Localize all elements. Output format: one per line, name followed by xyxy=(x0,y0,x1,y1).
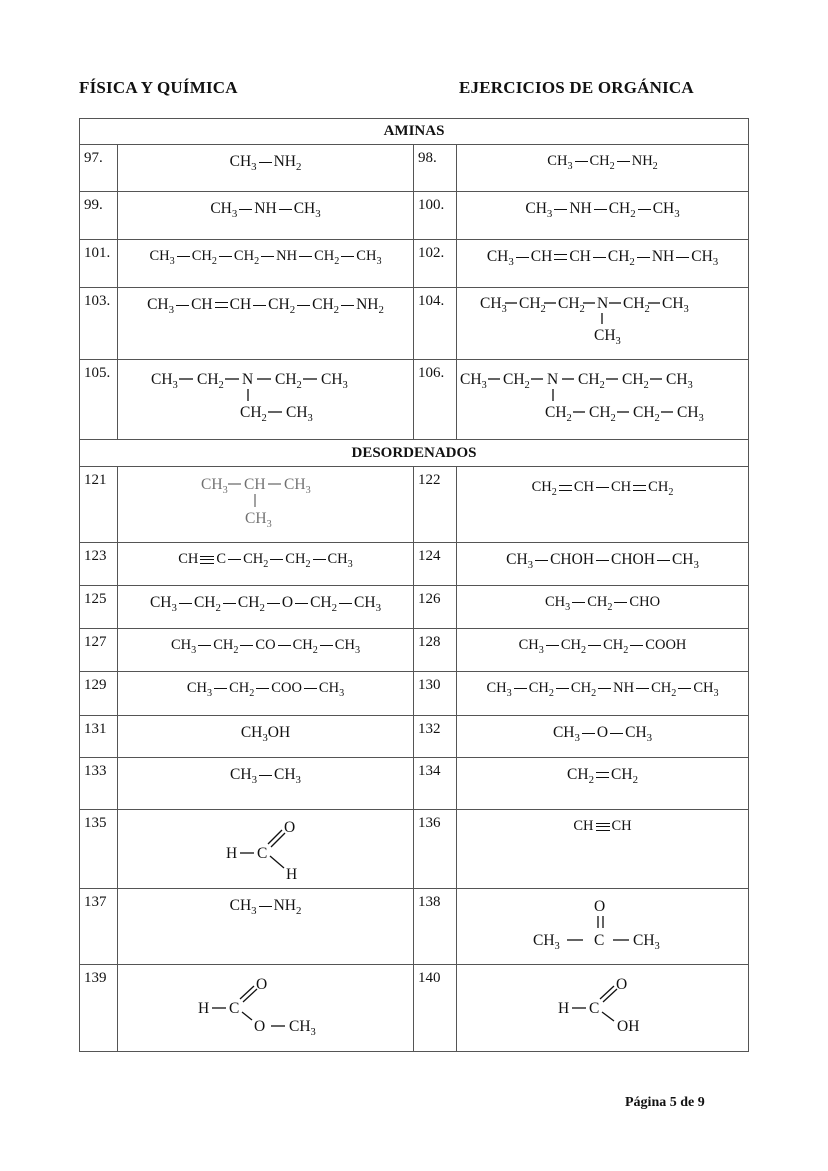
section-desordenados: DESORDENADOS xyxy=(80,440,749,467)
svg-text:H: H xyxy=(285,866,297,883)
table-row xyxy=(80,586,749,629)
svg-text:CH3: $CH_3$ xyxy=(244,510,272,530)
exercise-number: 134 xyxy=(414,758,457,810)
formula-103: $CH_3$ CH CH $CH_2$ $CH_2$ $NH_2$ xyxy=(118,288,414,360)
formula-121 xyxy=(118,467,414,543)
exercise-number: 124 xyxy=(414,543,457,586)
svg-text:N: N xyxy=(597,295,609,312)
table-row xyxy=(80,889,749,965)
svg-text:CH3: $CH_3$ xyxy=(285,404,313,424)
svg-text:CH3: $CH_3$ xyxy=(289,1018,316,1038)
header-subject: FÍSICA Y QUÍMICA xyxy=(79,78,238,97)
exercise-number: 103. xyxy=(80,288,118,360)
formula-125: $CH_3$ $CH_2$ $CH_2$ O $CH_2$ $CH_3$ xyxy=(118,586,414,629)
svg-text:CH2: $CH_2$ xyxy=(578,371,605,391)
exercise-number: 132 xyxy=(414,716,457,758)
exercise-number: 101. xyxy=(80,240,118,288)
exercise-number: 131 xyxy=(80,716,118,758)
svg-text:CH3: $CH_3$ xyxy=(677,404,704,424)
svg-text:CH2: $CH_2$ xyxy=(558,295,585,315)
table-row xyxy=(80,716,749,758)
header-topic: EJERCICIOS DE ORGÁNICA xyxy=(459,78,694,97)
table-row xyxy=(80,192,749,240)
exercise-number: 99. xyxy=(80,192,118,240)
formula-122: $CH_2$ CH CH $CH_2$ xyxy=(457,467,749,543)
svg-text:CH2: $CH_2$ xyxy=(239,404,267,424)
exercise-number: 137 xyxy=(80,889,118,965)
svg-text:O: O xyxy=(283,819,295,836)
formula-133: $CH_3$ $CH_3$ xyxy=(118,758,414,810)
svg-text:O: O xyxy=(615,976,627,993)
svg-text:CH: CH xyxy=(243,476,266,493)
exercise-number: 140 xyxy=(414,965,457,1052)
exercise-number: 97. xyxy=(80,145,118,192)
exercise-number: 130 xyxy=(414,672,457,716)
table-row xyxy=(80,758,749,810)
formula-128: $CH_3$ $CH_2$ $CH_2$ COOH xyxy=(457,629,749,672)
svg-text:CH3: $CH_3$ xyxy=(480,295,507,315)
svg-text:CH2: $CH_2$ xyxy=(274,371,302,391)
exercise-number: 106. xyxy=(414,360,457,440)
exercise-number: 136 xyxy=(414,810,457,889)
svg-text:C: C xyxy=(256,845,267,862)
formula-134: $CH_2$ $CH_2$ xyxy=(457,758,749,810)
svg-text:C: C xyxy=(229,1000,240,1017)
svg-text:CH3: $CH_3$ xyxy=(460,371,487,391)
formula-131: $CH_3OH$ xyxy=(118,716,414,758)
exercise-number: 100. xyxy=(414,192,457,240)
svg-text:CH2: $CH_2$ xyxy=(545,404,572,424)
exercise-number: 123 xyxy=(80,543,118,586)
exercise-number: 121 xyxy=(80,467,118,543)
formula-106 xyxy=(457,360,749,440)
svg-text:OH: OH xyxy=(616,1018,639,1035)
svg-text:CH3: $CH_3$ xyxy=(662,295,689,315)
table-row xyxy=(80,543,749,586)
exercise-number: 98. xyxy=(414,145,457,192)
svg-text:CH3: $CH_3$ xyxy=(532,932,560,952)
svg-text:H: H xyxy=(557,1000,569,1017)
table-row xyxy=(80,672,749,716)
formula-130: $CH_3$ $CH_2$ $CH_2$ NH $CH_2$ $CH_3$ xyxy=(457,672,749,716)
svg-text:C: C xyxy=(588,1000,599,1017)
formula-102: $CH_3$ CH CH $CH_2$ NH $CH_3$ xyxy=(457,240,749,288)
page-number: Página 5 de 9 xyxy=(625,1095,705,1110)
exercise-number: 128 xyxy=(414,629,457,672)
exercise-number: 102. xyxy=(414,240,457,288)
exercise-number: 129 xyxy=(80,672,118,716)
table-row xyxy=(80,240,749,288)
formula-137: $CH_3$ $NH_2$ xyxy=(118,889,414,965)
svg-text:H: H xyxy=(225,845,237,862)
svg-text:CH2: $CH_2$ xyxy=(622,371,649,391)
exercise-table xyxy=(79,118,749,1052)
svg-text:CH3: $CH_3$ xyxy=(320,371,348,391)
formula-129: $CH_3$ $CH_2$ COO $CH_3$ xyxy=(118,672,414,716)
svg-text:O: O xyxy=(254,1018,266,1035)
exercise-number: 122 xyxy=(414,467,457,543)
svg-text:CH3: $CH_3$ xyxy=(666,371,693,391)
exercise-number: 126 xyxy=(414,586,457,629)
svg-text:CH2: $CH_2$ xyxy=(623,295,650,315)
svg-text:O: O xyxy=(593,898,605,915)
svg-text:H: H xyxy=(198,1000,210,1017)
formula-139 xyxy=(118,965,414,1052)
table-row xyxy=(80,467,749,543)
svg-text:N: N xyxy=(547,371,559,388)
svg-text:CH3: $CH_3$ xyxy=(632,932,660,952)
svg-text:CH3: $CH_3$ xyxy=(283,476,311,496)
formula-138 xyxy=(457,889,749,965)
svg-text:N: N xyxy=(241,371,253,388)
exercise-number: 127 xyxy=(80,629,118,672)
svg-text:C: C xyxy=(593,932,604,949)
formula-101: $CH_3$ $CH_2$ $CH_2$ NH $CH_2$ $CH_3$ xyxy=(118,240,414,288)
formula-136: CH CH xyxy=(457,810,749,889)
exercise-number: 135 xyxy=(80,810,118,889)
table-row xyxy=(80,810,749,889)
formula-98: $CH_3$ $CH_2$ $NH_2$ xyxy=(457,145,749,192)
exercise-number: 139 xyxy=(80,965,118,1052)
formula-123: CH C $CH_2$ $CH_2$ $CH_3$ xyxy=(118,543,414,586)
formula-132: $CH_3$ O $CH_3$ xyxy=(457,716,749,758)
svg-text:CH3: $CH_3$ xyxy=(594,327,621,347)
svg-text:CH2: $CH_2$ xyxy=(503,371,530,391)
formula-100: $CH_3$ NH $CH_2$ $CH_3$ xyxy=(457,192,749,240)
formula-124: $CH_3$ CHOH CHOH $CH_3$ xyxy=(457,543,749,586)
table-row xyxy=(80,288,749,360)
svg-text:CH2: $CH_2$ xyxy=(196,371,224,391)
formula-104 xyxy=(457,288,749,360)
formula-140 xyxy=(457,965,749,1052)
table-row xyxy=(80,965,749,1052)
svg-text:CH3: $CH_3$ xyxy=(150,371,178,391)
table-row xyxy=(80,145,749,192)
formula-97: $CH_3$ $NH_2$ xyxy=(118,145,414,192)
formula-126: $CH_3$ $CH_2$ CHO xyxy=(457,586,749,629)
svg-text:O: O xyxy=(256,976,268,993)
formula-105 xyxy=(118,360,414,440)
exercise-number: 133 xyxy=(80,758,118,810)
table-row xyxy=(80,360,749,440)
formula-127: $CH_3$ $CH_2$ CO $CH_2$ $CH_3$ xyxy=(118,629,414,672)
svg-text:CH2: $CH_2$ xyxy=(633,404,660,424)
exercise-number: 105. xyxy=(80,360,118,440)
exercise-number: 104. xyxy=(414,288,457,360)
section-aminas: AMINAS xyxy=(80,119,749,145)
formula-135 xyxy=(118,810,414,889)
formula-99: $CH_3$ NH $CH_3$ xyxy=(118,192,414,240)
exercise-number: 125 xyxy=(80,586,118,629)
svg-text:CH3: $CH_3$ xyxy=(200,476,228,496)
svg-text:CH2: $CH_2$ xyxy=(589,404,616,424)
exercise-number: 138 xyxy=(414,889,457,965)
table-row xyxy=(80,629,749,672)
svg-text:CH2: $CH_2$ xyxy=(519,295,546,315)
